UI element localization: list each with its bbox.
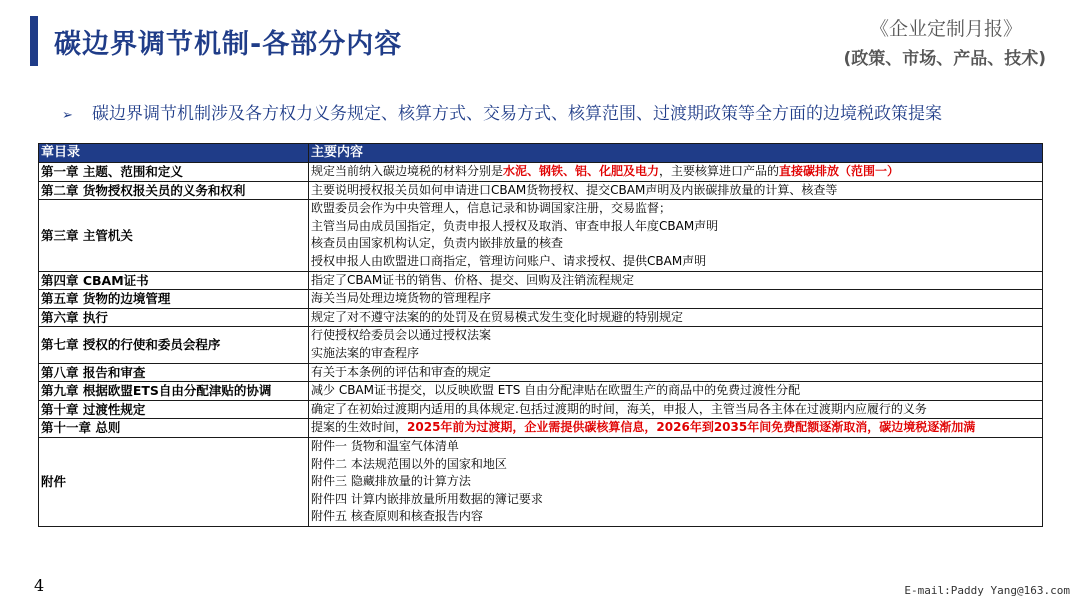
content-text: 提案的生效时间， <box>311 420 408 435</box>
content-line: 核查员由国家机构认定，负责内嵌排放量的核查 <box>311 236 564 251</box>
content-line: 主要说明授权报关员如何申请进口CBAM货物授权、提交CBAM声明及内嵌碳排放量的计算、核查等 <box>311 182 838 197</box>
content-cell <box>309 271 1043 290</box>
footer-email: E-mail:Paddy Yang@163.com <box>904 584 1070 597</box>
page-title: 碳边界调节机制-各部分内容 <box>54 29 403 60</box>
content-cell <box>309 327 1043 363</box>
table-row <box>39 363 1043 382</box>
content-cell <box>309 363 1043 382</box>
content-cell <box>309 437 1043 526</box>
table-header-row <box>39 144 1043 163</box>
chapter-cell: 第七章 授权的行使和委员会程序 <box>39 327 309 363</box>
content-line: 欧盟委员会作为中央管理人，信息记录和协调国家注册，交易监督； <box>311 201 672 216</box>
content-line: 行使授权给委员会以通过授权法案 <box>311 328 492 343</box>
content-line: 附件五 核查原则和核查报告内容 <box>311 509 483 524</box>
content-line: 实施法案的审查程序 <box>311 345 420 360</box>
content-cell <box>309 181 1043 200</box>
report-subtitle: (政策、市场、产品、技术) <box>843 49 1046 69</box>
content-line: 附件三 隐藏排放量的计算方法 <box>311 474 471 489</box>
content-line: 有关于本条例的评估和审查的规定 <box>311 364 492 379</box>
chapter-cell: 第二章 货物授权报关员的义务和权利 <box>39 181 309 200</box>
chapter-cell: 第九章 根据欧盟ETS自由分配津贴的协调 <box>39 382 309 401</box>
table-row <box>39 382 1043 401</box>
table-row <box>39 271 1043 290</box>
content-cell <box>309 163 1043 182</box>
chapter-cell: 第五章 货物的边境管理 <box>39 290 309 309</box>
content-line: 授权申报人由欧盟进口商指定，管理访问账户、请求授权、提供CBAM声明 <box>311 253 707 268</box>
content-line: 减少 CBAM证书提交，以反映欧盟 ETS 自由分配津贴在欧盟生产的商品中的免费过渡性分配 <box>311 383 801 398</box>
table-row <box>39 419 1043 438</box>
content-cell <box>309 419 1043 438</box>
table-row <box>39 308 1043 327</box>
chapter-cell: 附件 <box>39 437 309 526</box>
content-cell <box>309 308 1043 327</box>
content-cell <box>309 382 1043 401</box>
chapter-cell: 第三章 主管机关 <box>39 200 309 271</box>
column-header-content: 主要内容 <box>309 144 1043 163</box>
title-accent-bar <box>30 16 38 66</box>
content-line: 附件四 计算内嵌排放量所用数据的簿记要求 <box>311 491 543 506</box>
content-line: 附件二 本法规范围以外的国家和地区 <box>311 456 507 471</box>
table-row <box>39 181 1043 200</box>
highlighted-text: 2025年前为过渡期，企业需提供碳核算信息，2026年到2035年间免费配额逐渐取消，碳边境税逐渐加满 <box>407 420 976 435</box>
content-cell <box>309 290 1043 309</box>
chapter-cell: 第十章 过渡性规定 <box>39 400 309 419</box>
chapter-cell: 第八章 报告和审查 <box>39 363 309 382</box>
table-row <box>39 437 1043 526</box>
column-header-chapter: 章目录 <box>39 144 309 163</box>
chapter-cell: 第一章 主题、范围和定义 <box>39 163 309 182</box>
content-line: 确定了在初始过渡期内适用的具体规定.包括过渡期的时间，海关，申报人，主管当局各主体在过渡期内应履行的义务 <box>311 401 927 416</box>
page-number: 4 <box>34 576 45 595</box>
content-cell <box>309 200 1043 271</box>
table-row <box>39 327 1043 363</box>
content-line: 指定了CBAM证书的销售、价格、提交、回购及注销流程规定 <box>311 272 635 287</box>
highlighted-text: 直接碳排放（范围一） <box>779 164 900 178</box>
chapter-cell: 第十一章 总则 <box>39 419 309 438</box>
chapter-table <box>38 143 1043 527</box>
summary-text: 碳边界调节机制涉及各方权力义务规定、核算方式、交易方式、核算范围、过渡期政策等全方面的边境税政策提案 <box>92 104 942 124</box>
content-line: 海关当局处理边境货物的管理程序 <box>311 291 492 306</box>
table-row <box>39 163 1043 182</box>
content-line: 规定了对不遵守法案的的处罚及在贸易模式发生变化时规避的特别规定 <box>311 309 684 324</box>
chapter-cell: 第六章 执行 <box>39 308 309 327</box>
summary-bullet <box>62 99 942 124</box>
highlighted-text: 水泥、钢铁、铝、化肥及电力 <box>503 164 660 178</box>
chapter-cell: 第四章 CBAM证书 <box>39 271 309 290</box>
content-line: 附件一 货物和温室气体清单 <box>311 438 459 453</box>
content-text: 规定当前纳入碳边境税的材料分别是 <box>311 164 504 178</box>
table-row <box>39 200 1043 271</box>
arrow-bullet-icon: ➢ <box>62 108 73 123</box>
content-cell <box>309 400 1043 419</box>
content-line: 主管当局由成员国指定，负责申报人授权及取消、审查申报人年度CBAM声明 <box>311 218 719 233</box>
table-row <box>39 400 1043 419</box>
report-name: 《企业定制月报》 <box>869 18 1022 40</box>
content-text: ，主要核算进口产品的 <box>659 164 780 178</box>
table-row <box>39 290 1043 309</box>
